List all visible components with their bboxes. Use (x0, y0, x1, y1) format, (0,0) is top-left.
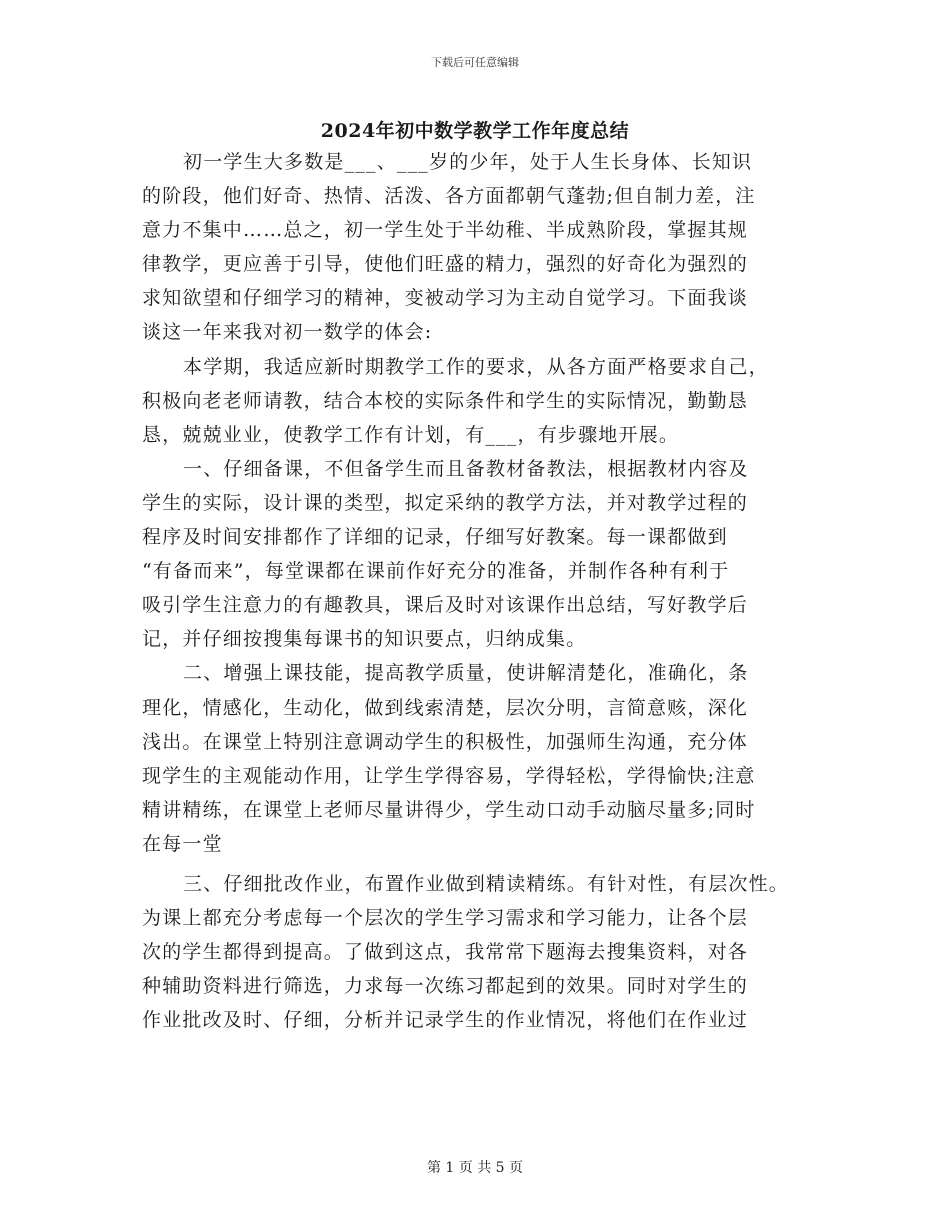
text-line: 三、仔细批改作业，布置作业做到精读精练。有针对性，有层次性。 (183, 872, 790, 895)
text-line: 精讲精练，在课堂上老师尽量讲得少，学生动口动手动脑尽量多;同时 (142, 798, 756, 821)
page-header: 下载后可任意编辑 (431, 56, 519, 69)
text-line: 现学生的主观能动作用，让学生学得容易，学得轻松，学得愉快;注意 (142, 764, 756, 787)
document-title: 2024年初中数学教学工作年度总结 (320, 120, 630, 142)
text-line: 理化，情感化，生动化，做到线索清楚，层次分明，言简意赅，深化 (142, 696, 749, 719)
page-footer: 第 1 页 共 5 页 (426, 1160, 524, 1176)
text-line: 求知欲望和仔细学习的精神，变被动学习为主动自觉学习。下面我谈 (142, 287, 749, 310)
text-line: 作业批改及时、仔细，分析并记录学生的作业情况，将他们在作业过 (142, 1009, 749, 1032)
text-line: 学生的实际，设计课的类型，拟定采纳的教学方法，并对教学过程的 (142, 491, 749, 514)
text-line: 意力不集中……总之，初一学生处于半幼稚、半成熟阶段，掌握其规 (142, 219, 749, 242)
text-line: 初一学生大多数是___、___岁的少年，处于人生长身体、长知识 (183, 151, 753, 173)
text-line: 谈这一年来我对初一数学的体会: (142, 321, 433, 344)
text-line: 恳，兢兢业业，使教学工作有计划，有___，有步骤地开展。 (142, 423, 680, 446)
text-line: 为课上都充分考虑每一个层次的学生学习需求和学习能力，让各个层 (142, 907, 749, 930)
text-line: 本学期，我适应新时期教学工作的要求，从各方面严格要求自己， (183, 355, 769, 378)
text-line: 二、增强上课技能，提高教学质量，使讲解清楚化，准确化，条 (183, 662, 749, 685)
text-line: 种辅助资料进行筛选，力求每一次练习都起到的效果。同时对学生的 (142, 975, 749, 998)
text-line: 律教学，更应善于引导，使他们旺盛的精力，强烈的好奇化为强烈的 (142, 253, 749, 276)
text-line: 浅出。在课堂上特别注意调动学生的积极性，加强师生沟通，充分体 (142, 730, 749, 753)
text-line: 在每一堂 (142, 832, 223, 855)
text-line: “有备而来”，每堂课都在课前作好充分的准备，并制作各种有利于 (142, 560, 730, 583)
document-body (142, 145, 832, 1037)
text-line: 积极向老老师请教，结合本校的实际条件和学生的实际情况，勤勤恳 (142, 389, 749, 412)
text-line: 次的学生都得到提高。了做到这点，我常常下题海去搜集资料，对各 (142, 941, 749, 964)
text-line: 一、仔细备课，不但备学生而且备教材备教法，根据教材内容及 (183, 457, 749, 480)
text-line: 记，并仔细按搜集每课书的知识要点，归纳成集。 (142, 628, 587, 651)
text-line: 吸引学生注意力的有趣教具，课后及时对该课作出总结，写好教学后 (142, 594, 749, 617)
text-line: 程序及时间安排都作了详细的记录，仔细写好教案。每一课都做到 (142, 526, 728, 549)
text-line: 的阶段，他们好奇、热情、活泼、各方面都朝气蓬勃;但自制力差，注 (142, 185, 756, 208)
